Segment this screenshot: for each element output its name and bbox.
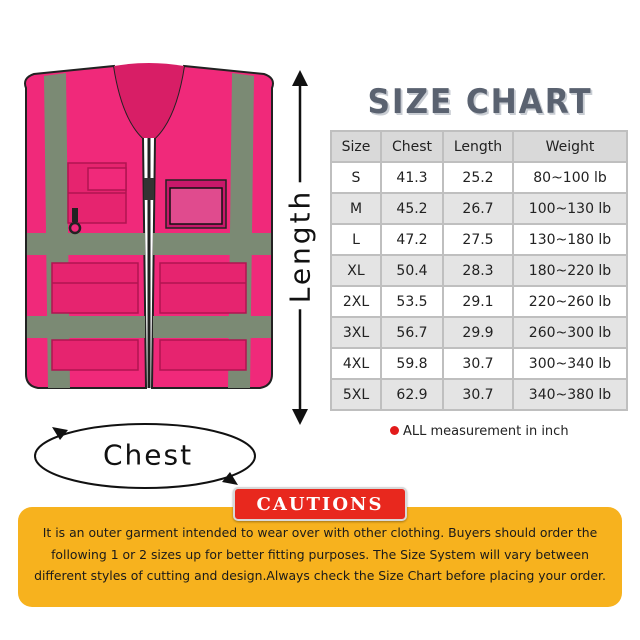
cautions-line: It is an outer garment intended to wear over with other clothing. Buyers should order the xyxy=(42,525,598,540)
size-chart-title: SIZE CHART xyxy=(367,82,593,122)
table-row xyxy=(331,286,627,317)
table-row xyxy=(331,162,627,193)
cell-chest: 47.2 xyxy=(381,224,443,255)
cell-weight: 80~100 lb xyxy=(513,162,627,193)
cell-length: 30.7 xyxy=(443,379,513,410)
header-weight: Weight xyxy=(513,131,627,162)
cell-weight: 220~260 lb xyxy=(513,286,627,317)
header-chest: Chest xyxy=(381,131,443,162)
cell-size: M xyxy=(331,193,381,224)
red-dot-icon xyxy=(390,426,399,435)
cell-length: 26.7 xyxy=(443,193,513,224)
header-length: Length xyxy=(443,131,513,162)
size-chart-table xyxy=(330,130,628,411)
header-size: Size xyxy=(331,131,381,162)
length-label: Length xyxy=(284,183,317,310)
table-row xyxy=(331,348,627,379)
chest-label: Chest xyxy=(102,438,194,472)
cautions-line: following 1 or 2 sizes up for better fitting purposes. The Size System will vary between xyxy=(51,546,589,562)
cell-weight: 100~130 lb xyxy=(513,193,627,224)
cautions-title: CAUTIONS xyxy=(256,493,384,515)
cell-size: 5XL xyxy=(331,379,381,410)
measurement-note xyxy=(390,424,569,439)
cell-chest: 62.9 xyxy=(381,379,443,410)
table-row xyxy=(331,379,627,410)
cell-size: S xyxy=(331,162,381,193)
cell-chest: 59.8 xyxy=(381,348,443,379)
table-header-row xyxy=(331,131,627,162)
table-row xyxy=(331,317,627,348)
measurement-note-text: ALL measurement in inch xyxy=(403,424,569,439)
cell-weight: 340~380 lb xyxy=(513,379,627,410)
cell-length: 25.2 xyxy=(443,162,513,193)
table-row xyxy=(331,224,627,255)
cautions-text xyxy=(26,522,614,587)
cell-length: 29.9 xyxy=(443,317,513,348)
cell-weight: 130~180 lb xyxy=(513,224,627,255)
table-row xyxy=(331,255,627,286)
cell-size: 4XL xyxy=(331,348,381,379)
cell-weight: 300~340 lb xyxy=(513,348,627,379)
cell-length: 28.3 xyxy=(443,255,513,286)
cautions-banner xyxy=(233,487,407,521)
cell-chest: 50.4 xyxy=(381,255,443,286)
cell-chest: 41.3 xyxy=(381,162,443,193)
cell-size: 3XL xyxy=(331,317,381,348)
cell-length: 30.7 xyxy=(443,348,513,379)
cell-size: L xyxy=(331,224,381,255)
cell-length: 29.1 xyxy=(443,286,513,317)
cautions-line: different styles of cutting and design.Always check the Size Chart before placing your order. xyxy=(34,568,606,583)
cell-weight: 260~300 lb xyxy=(513,317,627,348)
cell-weight: 180~220 lb xyxy=(513,255,627,286)
cell-chest: 45.2 xyxy=(381,193,443,224)
safety-vest-image xyxy=(18,58,280,403)
cell-length: 27.5 xyxy=(443,224,513,255)
table-row xyxy=(331,193,627,224)
cell-chest: 56.7 xyxy=(381,317,443,348)
cell-size: 2XL xyxy=(331,286,381,317)
cell-chest: 53.5 xyxy=(381,286,443,317)
cell-size: XL xyxy=(331,255,381,286)
